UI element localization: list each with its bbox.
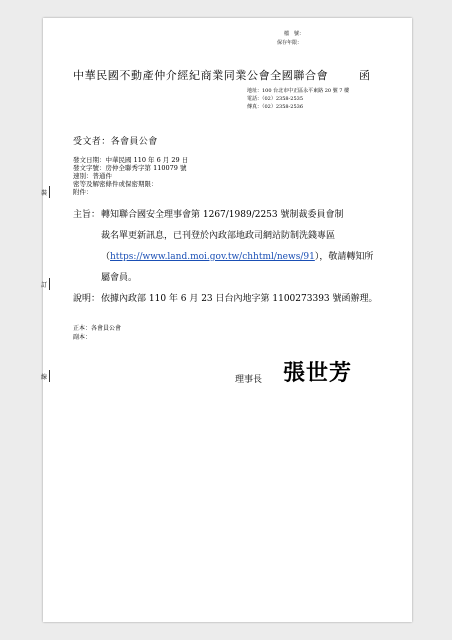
file-number-label: 檔 號： xyxy=(284,31,305,37)
binding-char-1: 裝 xyxy=(41,190,48,197)
subject-line-2: 裁名單更新訊息，已刊登於內政部地政司網站防制洗錢專區 xyxy=(101,231,336,241)
document-number: 發文字號：房仲全聯秀字第 110079 號 xyxy=(73,164,187,172)
copy-recipient: 副本： xyxy=(73,334,92,341)
signature-name: 張世芳 xyxy=(283,360,353,386)
contact-phone: 電話：（02）2358-2535 xyxy=(247,96,304,102)
binding-mark-2 xyxy=(49,278,50,290)
attachment: 附件： xyxy=(73,188,93,196)
binding-mark-1 xyxy=(49,186,50,198)
contact-fax: 傳真：（02）2358-2536 xyxy=(247,104,304,110)
paren-open: （ xyxy=(101,252,111,262)
recipient: 受文者：各會員公會 xyxy=(73,137,158,147)
subject-line-3-tail: ），敬請轉知所 xyxy=(314,252,374,262)
retention-period-label: 保存年限： xyxy=(277,40,303,46)
binding-char-3: 線 xyxy=(41,374,48,381)
explanation-text: 依據內政部 110 年 6 月 23 日台內地字第 1100273393 號函辦理。 xyxy=(101,294,378,304)
organization-name: 中華民國不動產仲介經紀商業同業公會全國聯合會 xyxy=(73,69,329,82)
contact-address: 地址：100 台北市中正區永平東路 20 號 7 樓 xyxy=(247,88,350,94)
subject-line-1: 轉知聯合國安全理事會第 1267/1989/2253 號制裁委員會制 xyxy=(101,210,344,220)
issue-date: 發文日期：中華民國 110 年 6 月 29 日 xyxy=(73,156,189,164)
binding-mark-3 xyxy=(49,370,50,382)
subject-label: 主旨： xyxy=(73,210,101,220)
main-recipient: 正本：各會員公會 xyxy=(73,325,122,332)
delivery-speed: 速別：普通件 xyxy=(73,172,112,180)
security-level: 密等及解密條件或保密期限： xyxy=(73,180,158,188)
subject-line-4: 屬會員。 xyxy=(101,273,138,283)
explanation-label: 說明： xyxy=(73,294,101,304)
news-link[interactable]: https://www.land.moi.gov.tw/chhtml/news/91 xyxy=(110,252,315,262)
document-page xyxy=(43,18,412,622)
binding-char-2: 訂 xyxy=(41,282,48,289)
subject-line-3 xyxy=(101,253,373,262)
document-type: 函 xyxy=(359,69,371,82)
signature-title: 理事長 xyxy=(235,375,263,385)
